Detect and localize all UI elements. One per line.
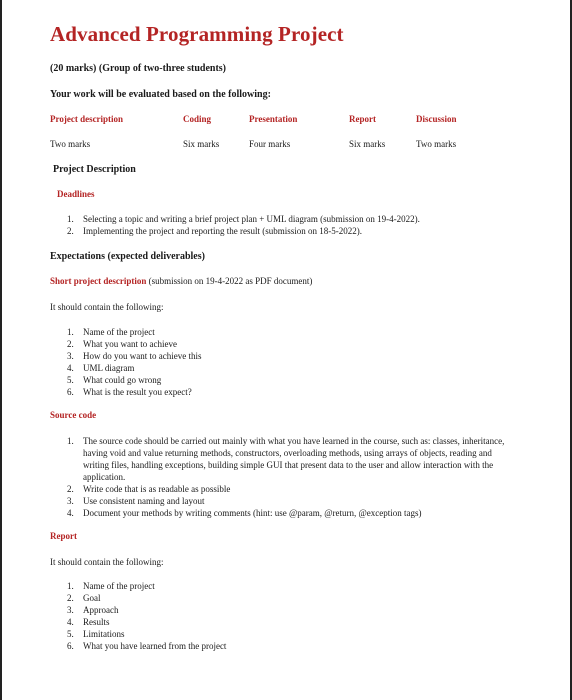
evaluation-heading: Your work will be evaluated based on the following: (50, 89, 271, 100)
deadlines-heading: Deadlines (57, 189, 95, 199)
list-item: 1. Name of the project (67, 581, 155, 591)
list-item: 3. Approach (67, 605, 119, 615)
list-item: 4. UML diagram (67, 363, 135, 373)
report-intro: It should contain the following: (50, 557, 164, 567)
table-value-coding: Six marks (183, 139, 220, 149)
table-value-presentation: Four marks (249, 139, 291, 149)
table-header-discussion: Discussion (416, 114, 457, 124)
list-item: 1. The source code should be carried out mainly with what you have learned in the course, such as: classes, inheritance, having void and value returning methods, constructors, overloading methods, using arrays of objects, reading and writing files, handling exceptions, building simple GUI that present data to the user and allow interaction with the application. (67, 436, 505, 482)
table-value-discussion: Two marks (416, 139, 457, 149)
list-item: 1. Selecting a topic and writing a brief project plan + UML diagram (submission on 19-4-2022). (67, 214, 420, 224)
list-item: 4. Results (67, 617, 110, 627)
report-list (67, 580, 226, 652)
table-value-project-description: Two marks (50, 139, 91, 149)
list-item: 1. Name of the project (67, 327, 155, 337)
expectations-heading: Expectations (expected deliverables) (50, 251, 205, 262)
source-code-list (67, 435, 513, 519)
source-code-heading: Source code (50, 410, 97, 420)
short-description-line (50, 276, 312, 286)
report-heading: Report (50, 531, 77, 541)
list-item: 2. Write code that is as readable as possible (67, 484, 231, 494)
list-item: 6. What is the result you expect? (67, 387, 192, 397)
short-description-intro: It should contain the following: (50, 302, 164, 312)
table-header-report: Report (349, 114, 376, 124)
project-description-heading: Project Description (53, 164, 136, 175)
list-item: 5. What could go wrong (67, 375, 162, 385)
table-header-project-description: Project description (50, 114, 124, 124)
document-title: Advanced Programming Project (50, 22, 344, 46)
list-item: 3. How do you want to achieve this (67, 351, 202, 361)
deadlines-list (67, 213, 420, 237)
short-description-note: (submission on 19-4-2022 as PDF document) (146, 276, 313, 286)
short-description-label: Short project description (50, 276, 147, 286)
list-item: 2. Implementing the project and reporting the result (submission on 18-5-2022). (67, 226, 362, 236)
short-description-list (67, 326, 201, 398)
list-item: 5. Limitations (67, 629, 125, 639)
list-item: 2. Goal (67, 593, 101, 603)
list-item: 4. Document your methods by writing comments (hint: use @param, @return, @exception tags) (67, 508, 422, 518)
table-header-coding: Coding (183, 114, 212, 124)
list-item: 6. What you have learned from the project (67, 641, 227, 651)
table-header-presentation: Presentation (249, 114, 298, 124)
subtitle: (20 marks) (Group of two-three students) (50, 63, 227, 74)
list-item: 3. Use consistent naming and layout (67, 496, 205, 506)
list-item: 2. What you want to achieve (67, 339, 177, 349)
table-value-report: Six marks (349, 139, 386, 149)
